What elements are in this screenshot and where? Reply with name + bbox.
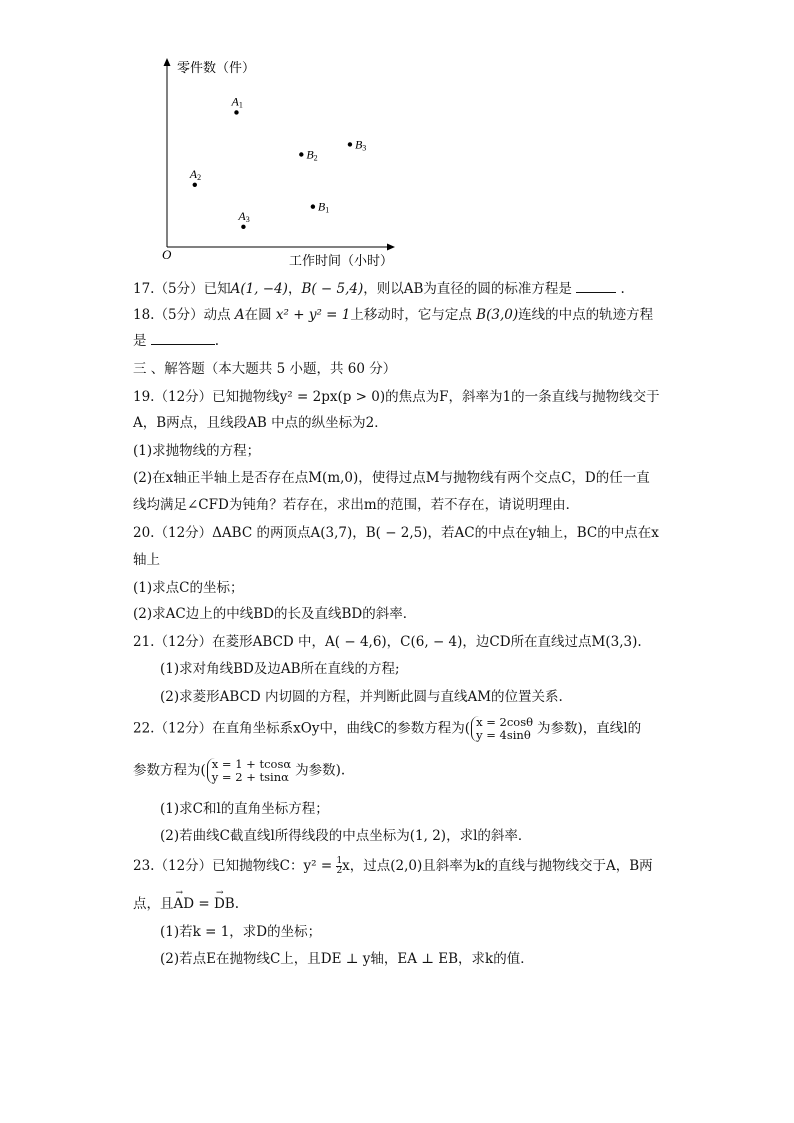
curve-parametric-system: x = 2cosθ y = 4sinθ [471,716,536,742]
q19-part2a: (2)在x轴正半轴上是否存在点M(m,0)，使得过点M与抛物线有两个交点C，D的任一直 [133,470,650,486]
point-label-b2: B2 [306,147,318,163]
q17-line: 17.（5分）已知A(1, −4)，B( − 5,4)，则以AB为直径的圆的标准方程是 . [133,281,625,297]
q22-line1: 22.（12分）在直角坐标系xOy中，曲线C的参数方程为( x = 2cosθ y = 4sinθ 为参数)，直线l的 [133,715,642,742]
fraction: $\frac{1}{2}$ [336,856,343,876]
q19-line1: 19.（12分）已知抛物线y² = 2px(p > 0)的焦点为F，斜率为1的一条直线与抛物线交于 [133,389,660,405]
q21-part1: (1)求对角线BD及边AB所在直线的方程; [160,661,400,677]
vector-db: → DB [214,895,235,913]
point-b1 [311,204,315,208]
origin-label: O [162,247,172,262]
x-axis-label: 工作时间（小时） [289,253,394,268]
point-label-b1: B1 [317,199,330,215]
q22-line2: 参数方程为( x = 1 + tcosα y = 2 + tsinα 为参数). [133,757,346,784]
q20-part1: (1)求点C的坐标； [133,580,244,596]
q22-part2: (2)若曲线C截直线l所得线段的中点坐标为(1, 2)，求l的斜率． [160,828,532,844]
x-axis-arrow [387,244,395,251]
point-a2 [193,183,197,187]
q23-part2: (2)若点E在抛物线C上，且DE ⊥ y轴，EA ⊥ EB，求k的值． [160,951,534,967]
section-title: 三 、解答题（本大题共 5 小题，共 60 分） [133,361,397,377]
vector-ad: → AD [174,895,195,913]
point-label-a1: A1 [231,94,243,110]
scatter-figure [150,52,410,272]
q21-part2: (2)求菱形ABCD 内切圆的方程，并判断此圆与直线AM的位置关系. [160,689,563,705]
point-label-a2: A2 [189,166,202,182]
point-a1 [234,110,238,114]
point-b3 [348,142,352,146]
answer-blank [576,280,616,293]
line-parametric-system: x = 1 + tcosα y = 2 + tsinα [207,758,294,784]
answer-blank [151,332,215,345]
y-axis-label: 零件数（件） [177,60,256,75]
q18-line2: 是 . [133,333,220,349]
point-a3 [241,225,245,229]
q19-part1: (1)求抛物线的方程； [133,443,261,459]
point-b2 [299,152,303,156]
point-label-a3: A3 [238,208,250,224]
y-axis-arrow [164,58,171,66]
point-label-b3: B3 [354,137,367,153]
q21-line1: 21.（12分）在菱形ABCD 中，A( − 4,6)，C(6, − 4)，边CD所在直线过点M(3,3). [133,634,642,650]
q22-part1: (1)求C和l的直角坐标方程； [160,801,329,817]
q23-line2: 点，且→ AD = → DB. [133,895,239,913]
q23-line1: 23.（12分）已知抛物线C：y² = $\frac{1}{2}$ x，过点(2,0)且斜率为k的直线与抛物线交于A，B两 [133,856,653,876]
q20-line1: 20.（12分）ΔABC 的两顶点A(3,7)，B( − 2,5)，若AC的中点在y轴上，BC的中点在x [133,525,659,541]
q20-part2: (2)求AC边上的中线BD的长及直线BD的斜率． [133,606,417,622]
q23-part1: (1)若k = 1，求D的坐标； [160,924,322,940]
q19-part2b: 线均满足∠CFD为钝角？若存在，求出m的范围，若不存在，请说明理由． [133,497,580,513]
q20-line2: 轴上 [133,552,160,568]
q18-line1: 18.（5分）动点 A在圆 x² + y² = 1上移动时，它与定点 B(3,0)连线的中点的轨迹方程 [133,307,654,323]
q19-line2: A，B两点，且线段AB 中点的纵坐标为2． [133,415,388,431]
